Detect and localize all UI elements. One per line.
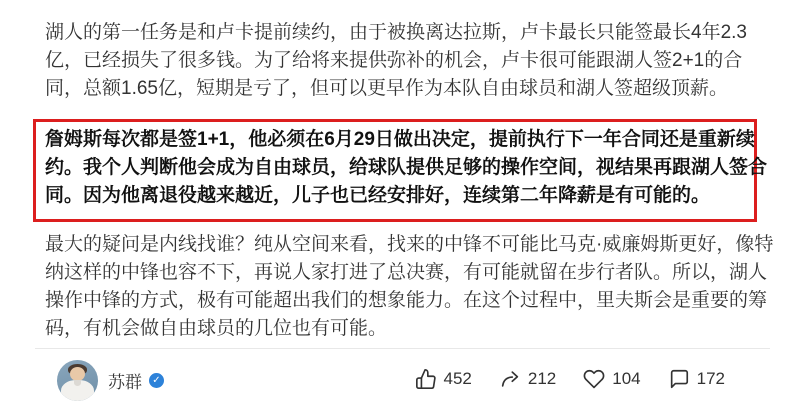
share-count: 212 bbox=[527, 369, 557, 388]
comment-bubble-icon bbox=[668, 368, 690, 390]
text-line: 詹姆斯每次都是签1+1，他必须在6月29日做出决定，提前执行下一年合同还是重新续 bbox=[45, 129, 755, 150]
heart-count: 104 bbox=[612, 369, 641, 388]
footer-divider bbox=[35, 348, 770, 349]
like-button[interactable] bbox=[415, 368, 472, 390]
engagement-bar bbox=[415, 365, 726, 393]
heart-button[interactable] bbox=[583, 368, 640, 390]
text-line: 亿，已经损失了很多钱。为了给将来提供弥补的机会，卢卡很可能跟湖人签2+1的合 bbox=[45, 50, 743, 71]
text-line: 操作中锋的方式，极有可能超出我们的想象能力。在这个过程中，里夫斯会是重要的筹 bbox=[45, 290, 768, 311]
author-avatar[interactable] bbox=[57, 360, 98, 401]
comment-count: 172 bbox=[696, 369, 725, 388]
thumbs-up-icon bbox=[415, 368, 437, 390]
text-line: 同。因为他离退役越来越近，儿子也已经安排好，连续第二年降薪是有可能的。 bbox=[45, 185, 711, 206]
comment-button[interactable] bbox=[668, 368, 725, 390]
heart-icon bbox=[583, 368, 605, 390]
avatar-face bbox=[70, 367, 85, 381]
share-arrow-icon bbox=[499, 368, 521, 390]
text-line: 码，有机会做自由球员的几位也有可能。 bbox=[45, 318, 388, 339]
avatar-collar bbox=[74, 380, 81, 386]
text-line: 湖人的第一任务是和卢卡提前续约，由于被换离达拉斯，卢卡最长只能签最长4年2.3 bbox=[45, 22, 747, 43]
like-count: 452 bbox=[443, 369, 472, 388]
paragraph bbox=[45, 231, 774, 343]
share-button[interactable] bbox=[499, 368, 556, 390]
author-name[interactable]: 苏群 bbox=[108, 373, 142, 392]
paragraph bbox=[45, 19, 761, 103]
text-line: 最大的疑问是内线找谁？纯从空间来看，找来的中锋不可能比马克·威廉姆斯更好，像特 bbox=[45, 234, 774, 255]
author-row bbox=[57, 360, 164, 401]
text-line: 同，总额1.65亿，短期是亏了，但可以更早作为本队自由球员和湖人签超级顶薪。 bbox=[45, 78, 728, 99]
text-line: 纳这样的中锋也容不下，再说人家打进了总决赛，有可能就留在步行者队。所以，湖人 bbox=[45, 262, 768, 283]
highlighted-paragraph bbox=[33, 119, 768, 222]
verified-badge-icon: ✓ bbox=[149, 373, 164, 388]
text-line: 约。我个人判断他会成为自由球员，给球队提供足够的操作空间，视结果再跟湖人签合 bbox=[45, 157, 768, 178]
